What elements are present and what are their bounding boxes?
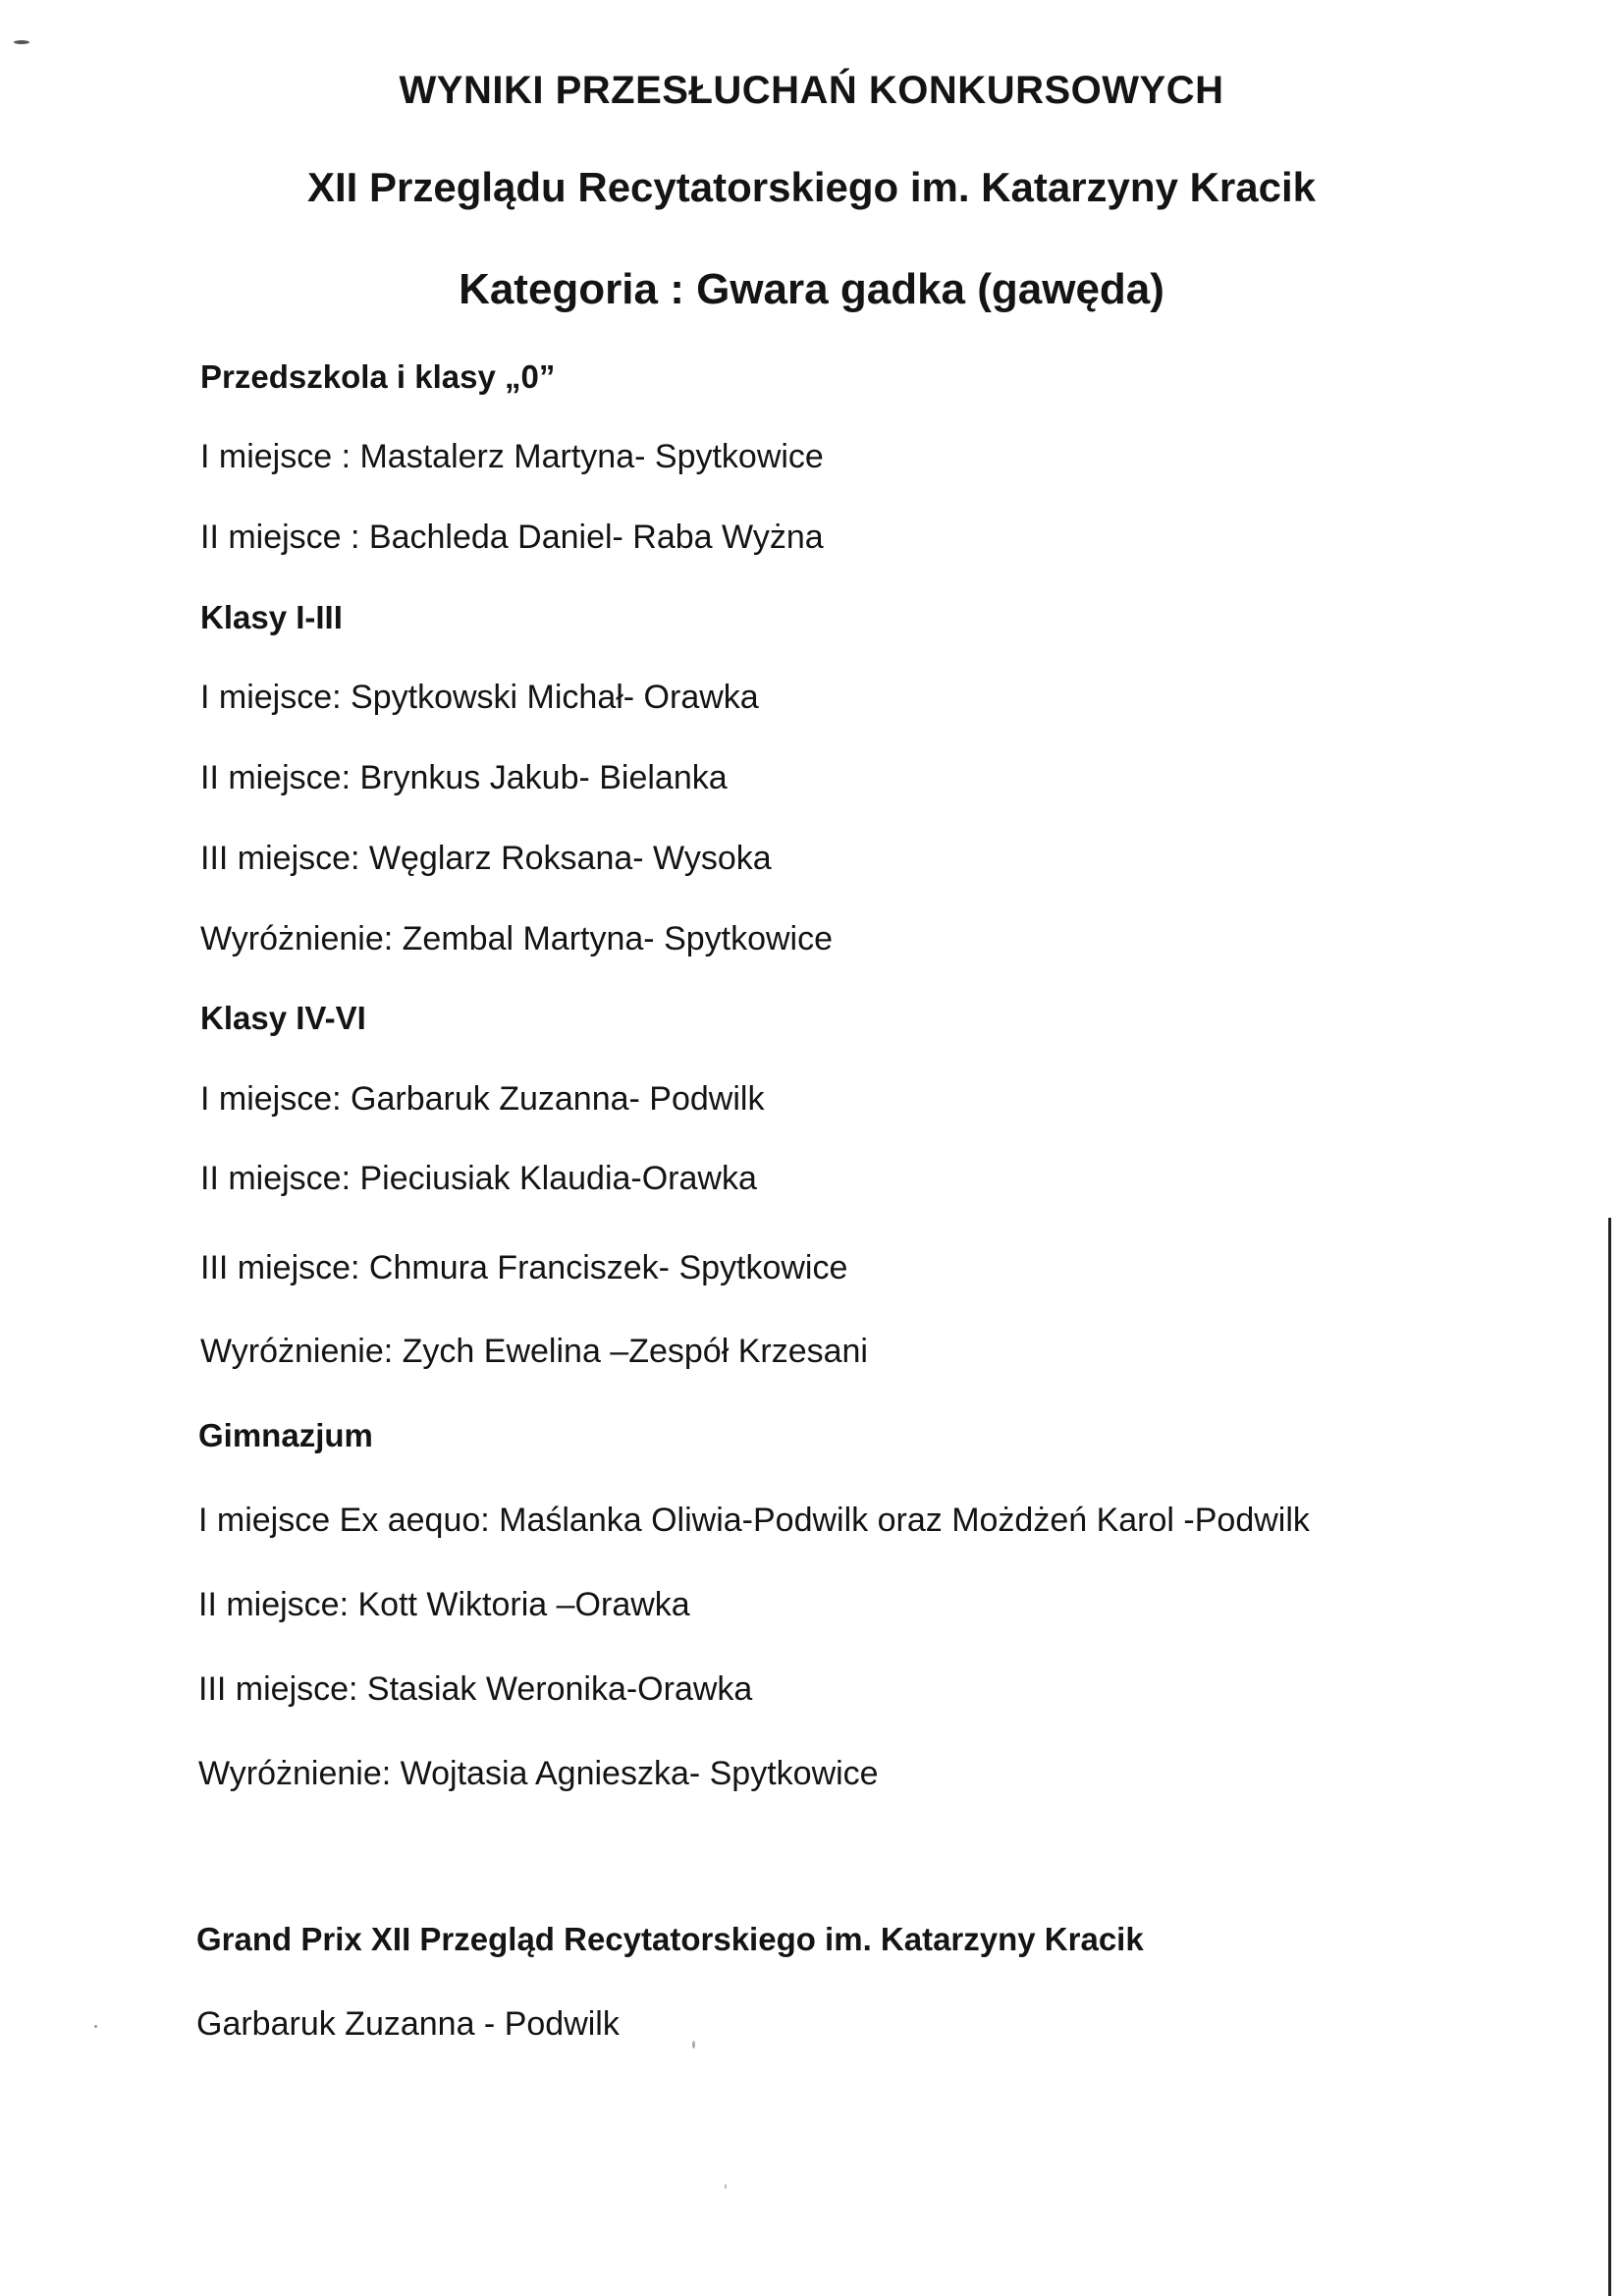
result-entry: Wyróżnienie: Wojtasia Agnieszka- Spytkowice xyxy=(198,1755,879,1792)
result-entry: I miejsce : Mastalerz Martyna- Spytkowice xyxy=(200,438,824,475)
document-subtitle: XII Przeglądu Recytatorskiego im. Katarzyny Kracik xyxy=(306,164,1317,210)
result-entry: Wyróżnienie: Zych Ewelina –Zespół Krzesani xyxy=(200,1333,868,1370)
scan-speck xyxy=(725,2184,727,2189)
result-entry: II miejsce : Bachleda Daniel- Raba Wyżna xyxy=(200,519,824,556)
result-entry: Wyróżnienie: Zembal Martyna- Spytkowice xyxy=(200,920,834,957)
result-entry: III miejsce: Stasiak Weronika-Orawka xyxy=(198,1670,753,1708)
grand-prix-winner: Garbaruk Zuzanna - Podwilk xyxy=(196,2005,620,2043)
result-entry: II miejsce: Kott Wiktoria –Orawka xyxy=(198,1586,690,1623)
section-heading-gimnazjum: Gimnazjum xyxy=(198,1417,373,1453)
scan-speck xyxy=(14,40,29,44)
section-heading-klasy-4-6: Klasy IV-VI xyxy=(200,1000,366,1036)
section-heading-przedszkola: Przedszkola i klasy „0” xyxy=(200,358,556,395)
result-entry: III miejsce: Węglarz Roksana- Wysoka xyxy=(200,840,772,877)
scan-speck xyxy=(692,2041,695,2049)
result-entry: II miejsce: Pieciusiak Klaudia-Orawka xyxy=(200,1160,757,1197)
scan-edge-line xyxy=(1608,1218,1611,2296)
result-entry: I miejsce: Spytkowski Michał- Orawka xyxy=(200,679,759,716)
result-entry: I miejsce: Garbaruk Zuzanna- Podwilk xyxy=(200,1080,765,1118)
grand-prix-heading: Grand Prix XII Przegląd Recytatorskiego im. Katarzyny Kracik xyxy=(196,1921,1144,1957)
scan-speck xyxy=(94,2025,97,2028)
result-entry: II miejsce: Brynkus Jakub- Bielanka xyxy=(200,759,728,796)
section-heading-klasy-1-3: Klasy I-III xyxy=(200,599,343,635)
category-title: Kategoria : Gwara gadka (gawęda) xyxy=(459,265,1164,313)
document-title: WYNIKI PRZESŁUCHAŃ KONKURSOWYCH xyxy=(399,69,1224,112)
result-entry: III miejsce: Chmura Franciszek- Spytkowice xyxy=(200,1249,848,1286)
result-entry: I miejsce Ex aequo: Maślanka Oliwia-Podwilk oraz Możdżeń Karol -Podwilk xyxy=(198,1502,1310,1539)
